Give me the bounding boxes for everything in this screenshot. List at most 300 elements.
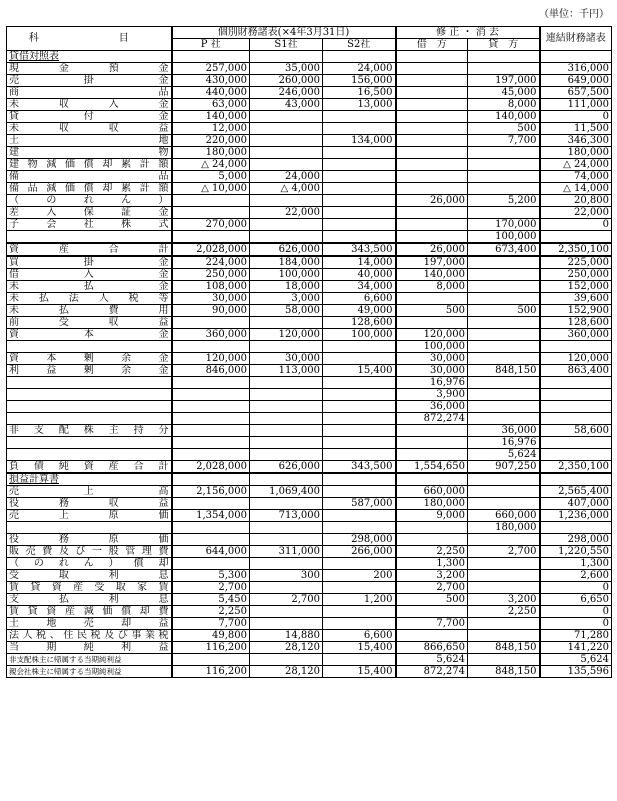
debit-value: [396, 99, 468, 111]
debit-value: 197,000: [396, 256, 468, 269]
table-row: [7, 473, 612, 486]
debit-value: 5,624: [396, 654, 468, 666]
row-label: 備品: [7, 171, 172, 183]
p-value: 12,000: [172, 123, 250, 135]
p-value: 360,000: [172, 329, 250, 341]
s1-value: [250, 413, 323, 425]
credit-value: [468, 63, 540, 75]
table-row: [7, 281, 612, 293]
credit-value: [468, 353, 540, 365]
table-row: [7, 570, 612, 582]
row-label: 当期純利益: [7, 642, 172, 654]
s2-value: 34,000: [323, 281, 396, 293]
consolidated-value: 2,350,100: [540, 461, 612, 474]
table-row: [7, 522, 612, 534]
consolidated-value: [540, 437, 612, 449]
debit-value: 2,700: [396, 582, 468, 594]
p-value: 116,200: [172, 642, 250, 654]
table-row: [7, 377, 612, 389]
row-label: 損益計算書: [7, 473, 172, 486]
consolidated-value: 71,280: [540, 630, 612, 642]
s1-value: 300: [250, 570, 323, 582]
credit-value: 500: [468, 123, 540, 135]
table-row: [7, 305, 612, 317]
table-row: [7, 401, 612, 413]
consolidated-value: [540, 51, 612, 63]
debit-value: 180,000: [396, 498, 468, 510]
credit-value: [468, 377, 540, 389]
p-value: 180,000: [172, 147, 250, 159]
p-value: 2,700: [172, 582, 250, 594]
s1-value: 43,000: [250, 99, 323, 111]
s1-value: [250, 654, 323, 666]
s1-value: 24,000: [250, 171, 323, 183]
credit-value: [468, 582, 540, 594]
s2-value: 298,000: [323, 534, 396, 546]
s2-value: [323, 51, 396, 63]
debit-value: [396, 522, 468, 534]
p-value: [172, 377, 250, 389]
p-value: 2,028,000: [172, 461, 250, 474]
row-label: 売掛金: [7, 75, 172, 87]
consolidated-value: 649,000: [540, 75, 612, 87]
p-value: 90,000: [172, 305, 250, 317]
table-row: [7, 87, 612, 99]
p-value: [172, 51, 250, 63]
consolidated-value: 152,900: [540, 305, 612, 317]
row-label: 備品減価償却累計額: [7, 183, 172, 195]
row-label: [7, 437, 172, 449]
p-value: [172, 437, 250, 449]
debit-value: [396, 534, 468, 546]
s2-value: [323, 510, 396, 522]
s2-value: 49,000: [323, 305, 396, 317]
s2-value: 24,000: [323, 63, 396, 75]
p-value: [172, 195, 250, 207]
debit-value: [396, 606, 468, 618]
consolidated-value: 1,220,550: [540, 546, 612, 558]
s2-value: 15,400: [323, 365, 396, 377]
debit-value: [396, 159, 468, 171]
credit-value: [468, 159, 540, 171]
s2-value: 343,500: [323, 243, 396, 256]
row-label: [7, 377, 172, 389]
p-value: 30,000: [172, 293, 250, 305]
s1-value: [250, 195, 323, 207]
row-label: 販売費及び一般管理費: [7, 546, 172, 558]
row-label: 非支配株主持分: [7, 425, 172, 437]
row-label: 役務収益: [7, 498, 172, 510]
debit-value: [396, 183, 468, 195]
debit-value: 120,000: [396, 329, 468, 341]
s1-value: 626,000: [250, 243, 323, 256]
row-label: 資産合計: [7, 243, 172, 256]
credit-value: 3,200: [468, 594, 540, 606]
debit-value: [396, 51, 468, 63]
s2-value: [323, 377, 396, 389]
row-label: 売上高: [7, 486, 172, 498]
p-value: [172, 558, 250, 570]
row-label: 貸付金: [7, 111, 172, 123]
table-row: [7, 269, 612, 281]
credit-value: [468, 558, 540, 570]
s1-value: 311,000: [250, 546, 323, 558]
credit-value: 36,000: [468, 425, 540, 437]
table-row: [7, 243, 612, 256]
consolidated-value: 1,300: [540, 558, 612, 570]
credit-value: [468, 256, 540, 269]
s1-value: 120,000: [250, 329, 323, 341]
s1-value: 2,700: [250, 594, 323, 606]
table-row: [7, 159, 612, 171]
table-row: [7, 171, 612, 183]
table-row: [7, 293, 612, 305]
p-value: △ 24,000: [172, 159, 250, 171]
debit-value: 140,000: [396, 269, 468, 281]
credit-value: 7,700: [468, 135, 540, 147]
s2-value: [323, 606, 396, 618]
credit-value: [468, 207, 540, 219]
s2-value: 15,400: [323, 642, 396, 654]
debit-value: [396, 219, 468, 231]
consolidated-value: 135,596: [540, 666, 612, 678]
s1-value: [250, 219, 323, 231]
row-label: 建物減価償却累計額: [7, 159, 172, 171]
s1-value: 626,000: [250, 461, 323, 474]
credit-value: [468, 171, 540, 183]
table-row: [7, 546, 612, 558]
table-row: [7, 365, 612, 377]
header-individual: 個別財務諸表(×4年3月31日): [172, 27, 396, 39]
s1-value: [250, 135, 323, 147]
s2-value: [323, 389, 396, 401]
consolidated-value: 20,800: [540, 195, 612, 207]
debit-value: 36,000: [396, 401, 468, 413]
header-adjustments: 修 正 ・ 消 去: [396, 27, 540, 39]
p-value: 5,450: [172, 594, 250, 606]
row-label: 賃貸資産受取家賃: [7, 582, 172, 594]
debit-value: 1,554,650: [396, 461, 468, 474]
row-label: 建物: [7, 147, 172, 159]
s1-value: 100,000: [250, 269, 323, 281]
row-label: 買掛金: [7, 256, 172, 269]
row-label: 負債純資産合計: [7, 461, 172, 474]
s1-value: [250, 582, 323, 594]
s2-value: 343,500: [323, 461, 396, 474]
s2-value: [323, 111, 396, 123]
debit-value: [396, 317, 468, 329]
p-value: [172, 473, 250, 486]
row-label: 支払利息: [7, 594, 172, 606]
consolidated-value: [540, 473, 612, 486]
p-value: 63,000: [172, 99, 250, 111]
p-value: 250,000: [172, 269, 250, 281]
table-row: [7, 329, 612, 341]
consolidated-value: 120,000: [540, 353, 612, 365]
p-value: 49,800: [172, 630, 250, 642]
s1-value: [250, 231, 323, 244]
p-value: [172, 449, 250, 461]
s2-value: [323, 195, 396, 207]
consolidated-value: 225,000: [540, 256, 612, 269]
consolidated-value: 2,565,400: [540, 486, 612, 498]
credit-value: 180,000: [468, 522, 540, 534]
debit-value: [396, 231, 468, 244]
s1-value: [250, 437, 323, 449]
debit-value: 3,900: [396, 389, 468, 401]
consolidated-value: [540, 231, 612, 244]
s1-value: [250, 618, 323, 630]
s2-value: [323, 147, 396, 159]
consolidated-value: 346,300: [540, 135, 612, 147]
s2-value: [323, 159, 396, 171]
debit-value: 8,000: [396, 281, 468, 293]
s2-value: [323, 618, 396, 630]
s1-value: [250, 425, 323, 437]
row-label: 未収入金: [7, 99, 172, 111]
s2-value: 100,000: [323, 329, 396, 341]
debit-value: 26,000: [396, 195, 468, 207]
s2-value: [323, 486, 396, 498]
credit-value: 140,000: [468, 111, 540, 123]
p-value: 5,000: [172, 171, 250, 183]
s1-value: 113,000: [250, 365, 323, 377]
row-label: 現金預金: [7, 63, 172, 75]
row-label: 子会社株式: [7, 219, 172, 231]
credit-value: 2,250: [468, 606, 540, 618]
credit-value: [468, 654, 540, 666]
row-label: 商品: [7, 87, 172, 99]
p-value: [172, 498, 250, 510]
s1-value: 35,000: [250, 63, 323, 75]
s2-value: 14,000: [323, 256, 396, 269]
consolidated-value: [540, 413, 612, 425]
debit-value: [396, 63, 468, 75]
consolidated-value: 360,000: [540, 329, 612, 341]
credit-value: 16,976: [468, 437, 540, 449]
debit-value: [396, 135, 468, 147]
s2-value: [323, 449, 396, 461]
row-label: 資本金: [7, 329, 172, 341]
debit-value: 866,650: [396, 642, 468, 654]
row-label: 役務原価: [7, 534, 172, 546]
s2-value: [323, 401, 396, 413]
consolidated-value: 0: [540, 606, 612, 618]
table-row: [7, 461, 612, 474]
s1-value: [250, 51, 323, 63]
s1-value: [250, 389, 323, 401]
table-row: [7, 207, 612, 219]
table-row: [7, 654, 612, 666]
row-label: 差入保証金: [7, 207, 172, 219]
credit-value: 5,624: [468, 449, 540, 461]
header-s2: S2社: [323, 39, 396, 51]
row-label: [7, 401, 172, 413]
debit-value: 30,000: [396, 353, 468, 365]
p-value: [172, 534, 250, 546]
consolidated-value: 128,600: [540, 317, 612, 329]
consolidated-value: [540, 449, 612, 461]
row-label: 非支配株主に帰属する当期純利益: [7, 654, 172, 666]
row-label: 親会社株主に帰属する当期純利益: [7, 666, 172, 678]
header-consolidated: 連結財務諸表: [540, 27, 612, 51]
s1-value: [250, 159, 323, 171]
credit-value: 197,000: [468, 75, 540, 87]
s1-value: [250, 341, 323, 353]
credit-value: 100,000: [468, 231, 540, 244]
table-row: [7, 51, 612, 63]
debit-value: [396, 171, 468, 183]
row-label: [7, 449, 172, 461]
consolidated-value: △ 14,000: [540, 183, 612, 195]
consolidation-worksheet: [6, 26, 612, 678]
consolidated-value: 0: [540, 618, 612, 630]
credit-value: 45,000: [468, 87, 540, 99]
debit-value: [396, 123, 468, 135]
debit-value: 9,000: [396, 510, 468, 522]
table-row: [7, 63, 612, 75]
table-row: [7, 534, 612, 546]
consolidated-value: 2,350,100: [540, 243, 612, 256]
credit-value: [468, 293, 540, 305]
p-value: [172, 341, 250, 353]
s1-value: 1,069,400: [250, 486, 323, 498]
credit-value: 673,400: [468, 243, 540, 256]
p-value: 440,000: [172, 87, 250, 99]
credit-value: [468, 630, 540, 642]
s1-value: [250, 377, 323, 389]
table-row: [7, 413, 612, 425]
table-row: [7, 425, 612, 437]
table-row: [7, 341, 612, 353]
p-value: 108,000: [172, 281, 250, 293]
row-label: 資本剰余金: [7, 353, 172, 365]
table-row: [7, 630, 612, 642]
p-value: 430,000: [172, 75, 250, 87]
s1-value: 22,000: [250, 207, 323, 219]
debit-value: 500: [396, 305, 468, 317]
credit-value: [468, 281, 540, 293]
row-label: 貸借対照表: [7, 51, 172, 63]
debit-value: [396, 425, 468, 437]
credit-value: 8,000: [468, 99, 540, 111]
p-value: [172, 317, 250, 329]
consolidated-value: 5,624: [540, 654, 612, 666]
credit-value: [468, 329, 540, 341]
credit-value: [468, 534, 540, 546]
s2-value: [323, 207, 396, 219]
header-debit: 借 方: [396, 39, 468, 51]
s1-value: 58,000: [250, 305, 323, 317]
debit-value: [396, 111, 468, 123]
s2-value: 128,600: [323, 317, 396, 329]
consolidated-value: 58,600: [540, 425, 612, 437]
s1-value: 18,000: [250, 281, 323, 293]
s1-value: [250, 123, 323, 135]
debit-value: 500: [396, 594, 468, 606]
consolidated-value: 298,000: [540, 534, 612, 546]
credit-value: [468, 498, 540, 510]
table-row: [7, 606, 612, 618]
table-row: [7, 666, 612, 678]
debit-value: 16,976: [396, 377, 468, 389]
s2-value: 6,600: [323, 630, 396, 642]
s2-value: 200: [323, 570, 396, 582]
credit-value: [468, 618, 540, 630]
s2-value: 40,000: [323, 269, 396, 281]
consolidated-value: 39,600: [540, 293, 612, 305]
credit-value: 170,000: [468, 219, 540, 231]
s2-value: [323, 341, 396, 353]
credit-value: [468, 401, 540, 413]
unit-label: （単位：千円）: [539, 9, 609, 20]
table-row: [7, 353, 612, 365]
s2-value: [323, 473, 396, 486]
s2-value: [323, 582, 396, 594]
row-label: （のれん）償却: [7, 558, 172, 570]
consolidated-value: [540, 341, 612, 353]
table-row: [7, 486, 612, 498]
table-row: [7, 389, 612, 401]
debit-value: [396, 147, 468, 159]
credit-value: [468, 269, 540, 281]
debit-value: 30,000: [396, 365, 468, 377]
table-row: [7, 437, 612, 449]
s2-value: [323, 171, 396, 183]
p-value: 2,156,000: [172, 486, 250, 498]
debit-value: 660,000: [396, 486, 468, 498]
p-value: △ 10,000: [172, 183, 250, 195]
table-row: [7, 594, 612, 606]
s1-value: 260,000: [250, 75, 323, 87]
s1-value: [250, 111, 323, 123]
consolidated-value: △ 24,000: [540, 159, 612, 171]
credit-value: [468, 51, 540, 63]
header-credit: 貸 方: [468, 39, 540, 51]
debit-value: [396, 207, 468, 219]
row-label: 前受収益: [7, 317, 172, 329]
consolidated-value: 180,000: [540, 147, 612, 159]
credit-value: [468, 147, 540, 159]
row-label: 利益剰余金: [7, 365, 172, 377]
credit-value: [468, 389, 540, 401]
consolidated-value: 11,500: [540, 123, 612, 135]
consolidated-value: 6,650: [540, 594, 612, 606]
s1-value: [250, 147, 323, 159]
credit-value: 660,000: [468, 510, 540, 522]
credit-value: 848,150: [468, 365, 540, 377]
consolidated-value: [540, 389, 612, 401]
row-label: 法人税、住民税及び事業税: [7, 630, 172, 642]
s1-value: [250, 498, 323, 510]
debit-value: [396, 75, 468, 87]
consolidated-value: [540, 522, 612, 534]
row-label: 土地売却益: [7, 618, 172, 630]
debit-value: 872,274: [396, 413, 468, 425]
table-row: [7, 219, 612, 231]
s1-value: [250, 473, 323, 486]
credit-value: 848,150: [468, 666, 540, 678]
s2-value: 16,500: [323, 87, 396, 99]
s2-value: 587,000: [323, 498, 396, 510]
header-subject: 科 目: [7, 27, 172, 51]
s1-value: 713,000: [250, 510, 323, 522]
table-row: [7, 582, 612, 594]
s2-value: 15,400: [323, 666, 396, 678]
consolidated-value: 250,000: [540, 269, 612, 281]
row-label: 土地: [7, 135, 172, 147]
row-label: [7, 231, 172, 244]
